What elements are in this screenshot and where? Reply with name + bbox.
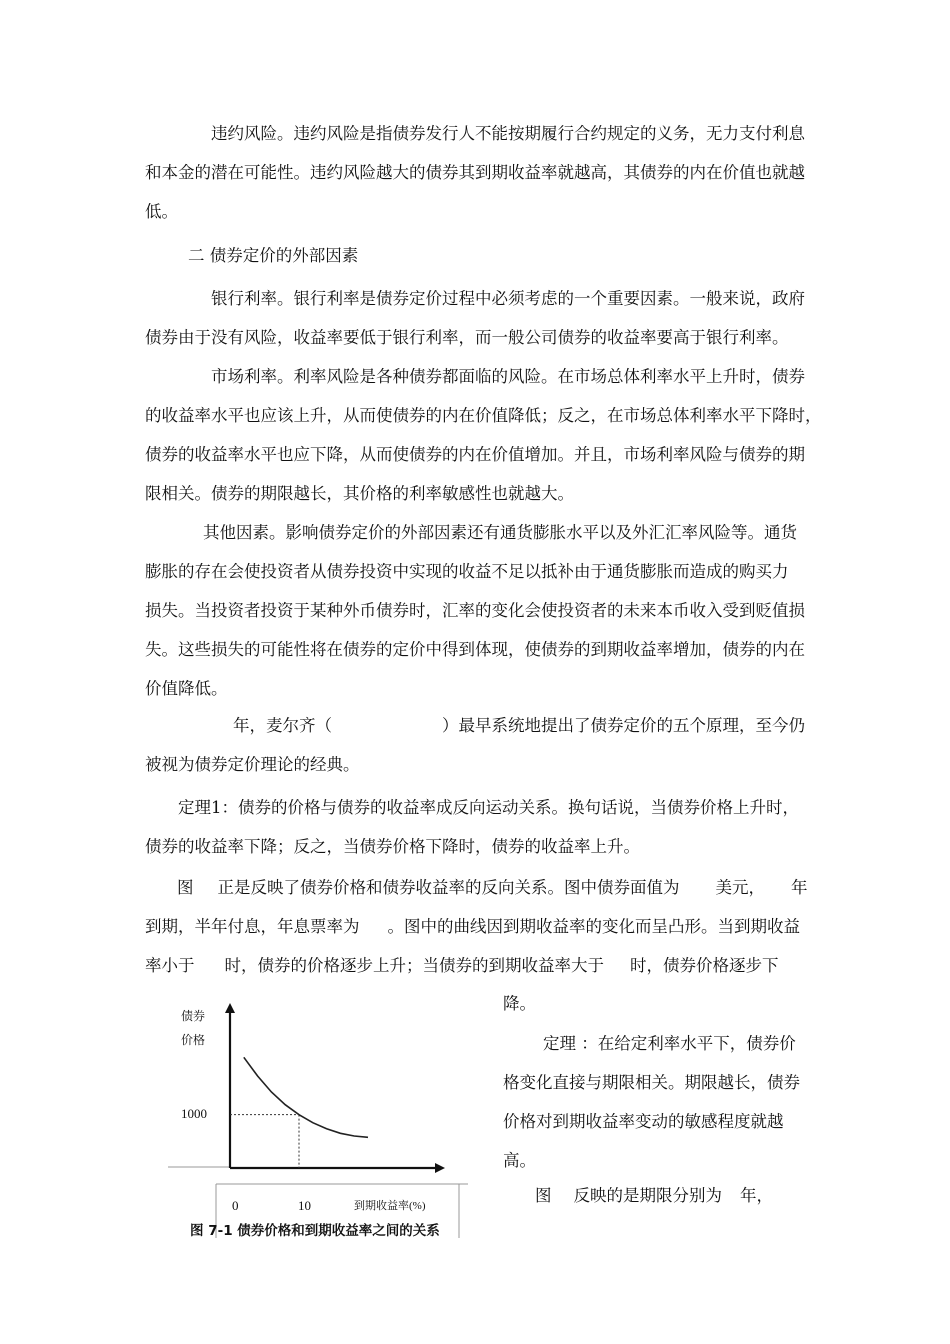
- text-line: 其他因素。影响债券定价的外部因素还有通货膨胀水平以及外汇汇率风险等。通货: [203, 523, 797, 542]
- text-fragment: 年，: [740, 1186, 773, 1205]
- section-heading: 二 债券定价的外部因素: [188, 246, 359, 265]
- text-line: 格变化直接与期限相关。期限越长，债券: [503, 1073, 800, 1092]
- text-fragment: 。图中的曲线因到期收益率的变化而呈凸形。当到期收益: [387, 917, 800, 936]
- text-line: 低。: [145, 202, 178, 221]
- text-fragment: 年: [791, 878, 808, 897]
- text-line: [145, 868, 810, 907]
- text-fragment: 图: [535, 1186, 552, 1205]
- text-line: 限相关。债券的期限越长，其价格的利率敏感性也就越大。: [145, 484, 574, 503]
- paragraph-bank-rate: [145, 279, 810, 357]
- text-line: 债券的收益率下降；反之，当债券价格下降时，债券的收益率上升。: [145, 837, 640, 856]
- text-line: [145, 907, 810, 946]
- text-fragment: ）最早系统地提出了债券定价的五个原理，至今仍: [442, 716, 805, 735]
- text-line: 降。: [503, 994, 536, 1013]
- text-line: 市场利率。利率风险是各种债券都面临的风险。在市场总体利率水平上升时，债券: [211, 367, 805, 386]
- x-tick-label: 0: [232, 1198, 239, 1213]
- text-line: 被视为债券定价理论的经典。: [145, 755, 360, 774]
- paragraph-theorem-2: [503, 1024, 808, 1180]
- text-fragment: 年，麦尔齐（: [233, 716, 332, 735]
- text-fragment: 率小于: [145, 956, 195, 975]
- paragraph-figure-explain: [145, 868, 810, 985]
- text-fragment: 反映的是期限分别为: [573, 1186, 722, 1205]
- paragraph-default-risk: [145, 114, 810, 231]
- text-line: 的收益率水平也应该上升，从而使债券的内在价值降低；反之，在市场总体利率水平下降时，: [145, 406, 822, 425]
- text-line: 和本金的潜在可能性。违约风险越大的债券其到期收益率就越高，其债券的内在价值也就越: [145, 163, 805, 182]
- text-line: 高。: [503, 1151, 536, 1170]
- text-fragment: 时，债券的价格逐步上升；当债券的到期收益率大于: [224, 956, 604, 975]
- paragraph-theorem-1: [145, 788, 810, 866]
- y-axis-label: 债券: [181, 1009, 206, 1023]
- text-line: 债券的收益率水平也应下降，从而使债券的内在价值增加。并且，市场利率风险与债券的期: [145, 445, 805, 464]
- figure-price-yield: [168, 996, 468, 1246]
- text-fragment: 时，债券价格逐步下: [630, 956, 779, 975]
- text-line: 定理1：债券的价格与债券的收益率成反向运动关系。换句话说，当债券价格上升时，: [178, 798, 799, 817]
- text-line: 银行利率。银行利率是债券定价过程中必须考虑的一个重要因素。一般来说，政府: [211, 289, 805, 308]
- x-tick-label: 10: [298, 1198, 311, 1213]
- text-line: 损失。当投资者投资于某种外币债券时，汇率的变化会使投资者的未来本币收入受到贬值损: [145, 601, 805, 620]
- paragraph-malkiel: [145, 706, 810, 784]
- text-fragment: 图: [177, 878, 194, 897]
- price-yield-curve: [244, 1057, 368, 1137]
- text-fragment: 美元，: [715, 878, 765, 897]
- text-line: [145, 946, 810, 985]
- text-line: 价格对到期收益率变动的敏感程度就越: [503, 1112, 784, 1131]
- text-line: 违约风险。违约风险是指债券发行人不能按期履行合约规定的义务，无力支付利息: [211, 124, 805, 143]
- text-fragment: 到期，半年付息，年息票率为: [145, 917, 360, 936]
- figure-caption: 图 7-1 债券价格和到期收益率之间的关系: [190, 1223, 440, 1239]
- x-axis-label: 到期收益率(%): [354, 1200, 426, 1212]
- text-line: 债券由于没有风险，收益率要低于银行利率，而一般公司债券的收益率要高于银行利率。: [145, 328, 789, 347]
- text-line: 定理 ：在给定利率水平下，债券价: [543, 1034, 796, 1053]
- text-line: 价值降低。: [145, 679, 228, 698]
- text-line: 膨胀的存在会使投资者从债券投资中实现的收益不足以抵补由于通货膨胀而造成的购买力: [145, 562, 789, 581]
- y-tick-label: 1000: [181, 1106, 207, 1121]
- text-line: 失。这些损失的可能性将在债券的定价中得到体现，使债券的到期收益率增加，债券的内在: [145, 640, 805, 659]
- y-axis-label: 价格: [181, 1033, 206, 1047]
- paragraph-other-factors: [145, 513, 810, 708]
- text-fragment: 正是反映了债券价格和债券收益率的反向关系。图中债券面值为: [217, 878, 680, 897]
- paragraph-market-rate: [145, 357, 822, 513]
- reference-lines: [230, 1115, 299, 1168]
- text-line: [503, 1176, 808, 1215]
- text-line: [145, 706, 810, 745]
